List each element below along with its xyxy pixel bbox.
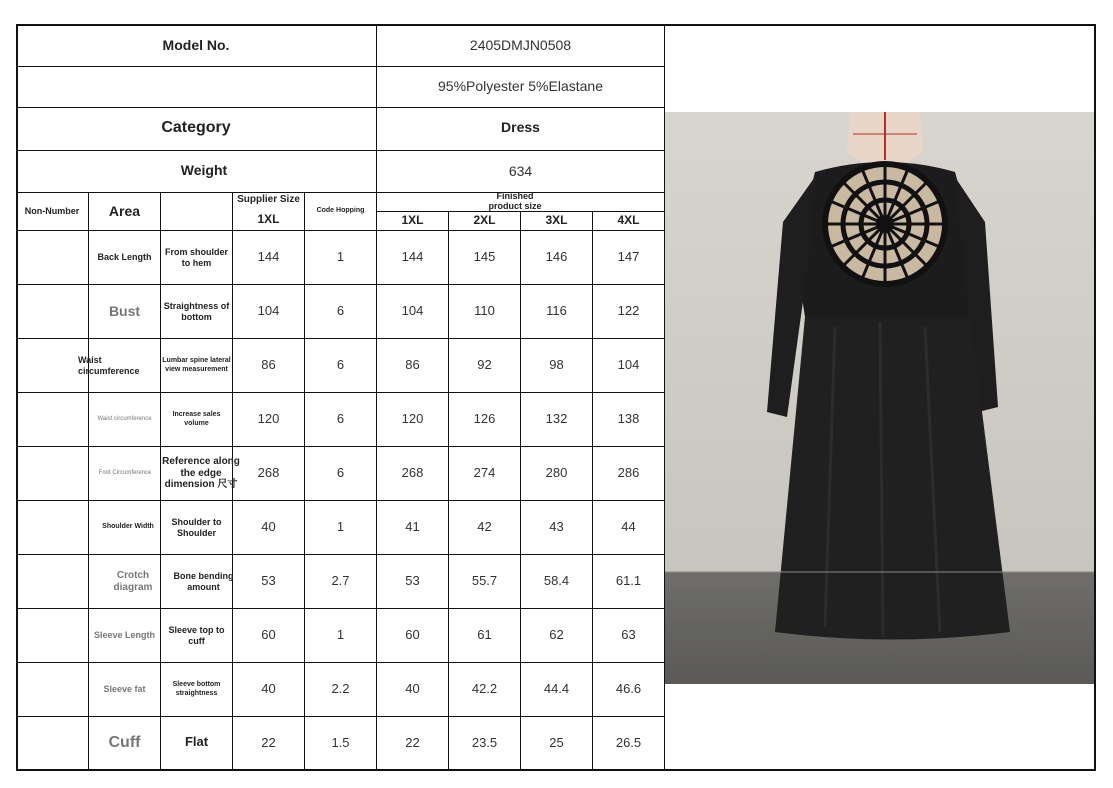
row-supplier: 22	[261, 735, 276, 751]
row-4xl: 286	[617, 465, 640, 481]
material-value: 95%Polyester 5%Elastane	[438, 78, 603, 95]
row-code: 1.5	[331, 735, 350, 751]
row-area: Waist circumference	[78, 355, 140, 376]
size-2xl: 2XL	[473, 213, 496, 228]
header-finished-size: Finished product size	[488, 190, 542, 211]
row-area: Back Length	[97, 252, 152, 263]
model-value: 2405DMJN0508	[469, 36, 572, 53]
row-2xl: 42.2	[471, 681, 498, 697]
weight-label: Weight	[180, 161, 228, 178]
row-2xl: 110	[474, 303, 495, 319]
row-supplier: 144	[257, 249, 280, 265]
row-1xl: 144	[401, 249, 424, 265]
row-area: Shoulder Width	[102, 523, 154, 531]
row-4xl: 122	[617, 303, 640, 319]
row-area: Sleeve Length	[93, 630, 156, 641]
row-desc: Lumbar spine lateral view measurement	[162, 357, 231, 373]
row-3xl: 146	[545, 249, 568, 265]
row-3xl: 132	[545, 411, 568, 427]
row-2xl: 126	[473, 411, 496, 427]
row-4xl: 138	[617, 411, 640, 427]
row-1xl: 60	[405, 627, 420, 643]
row-4xl: 26.5	[615, 735, 642, 751]
row-desc: Flat	[184, 733, 209, 749]
header-non-number: Non-Number	[24, 205, 80, 216]
row-code: 1	[336, 627, 345, 643]
row-4xl: 104	[617, 357, 640, 373]
category-label: Category	[161, 119, 231, 137]
row-supplier: 40	[261, 519, 276, 535]
row-code: 6	[336, 411, 345, 427]
row-3xl: 116	[546, 303, 567, 319]
header-supplier-size: Supplier Size	[237, 194, 300, 206]
row-desc: Straightness of bottom	[163, 301, 230, 322]
row-code: 2.2	[331, 681, 350, 697]
row-2xl: 61	[477, 627, 492, 643]
row-2xl: 55.7	[471, 573, 498, 589]
row-2xl: 42	[477, 519, 492, 535]
product-photo	[665, 112, 1094, 684]
row-supplier: 268	[257, 465, 280, 481]
row-desc: Sleeve top to cuff	[168, 625, 225, 646]
row-3xl: 25	[549, 735, 564, 751]
weight-value: 634	[508, 162, 533, 179]
size-3xl: 3XL	[545, 213, 568, 228]
row-1xl: 41	[405, 519, 420, 535]
material-label	[16, 66, 376, 107]
row-1xl: 53	[405, 573, 420, 589]
row-desc: Reference along the edge dimension 尺寸	[162, 456, 240, 491]
row-1xl: 120	[401, 411, 424, 427]
row-area: Cuff	[108, 734, 141, 752]
row-4xl: 147	[617, 249, 640, 265]
row-desc: Sleeve bottom straightness	[172, 681, 221, 697]
row-supplier: 104	[257, 303, 280, 319]
row-area: Crotch diagram	[113, 570, 153, 593]
row-4xl: 63	[621, 627, 636, 643]
row-3xl: 98	[549, 357, 564, 373]
row-area: Waist circumference	[97, 416, 152, 423]
row-4xl: 46.6	[615, 681, 642, 697]
header-code-hopping: Code Hopping	[316, 206, 365, 214]
row-code: 6	[336, 357, 345, 373]
category-value: Dress	[501, 118, 540, 135]
row-area: Foot Circumference	[98, 470, 152, 477]
row-code: 6	[336, 303, 345, 319]
row-code: 6	[336, 465, 345, 481]
row-3xl: 62	[549, 627, 564, 643]
row-supplier: 60	[261, 627, 276, 643]
row-desc: Shoulder to Shoulder	[171, 517, 222, 538]
row-desc: Increase sales volume	[172, 411, 221, 427]
row-1xl: 268	[401, 465, 424, 481]
row-1xl: 22	[405, 735, 420, 751]
row-4xl: 61.1	[615, 573, 642, 589]
header-area: Area	[108, 202, 141, 219]
row-supplier: 40	[261, 681, 276, 697]
row-area: Sleeve fat	[103, 684, 146, 695]
row-desc: Bone bending amount	[173, 571, 234, 592]
row-1xl: 104	[401, 303, 424, 319]
row-area: Bust	[108, 303, 141, 320]
row-2xl: 23.5	[471, 735, 498, 751]
row-2xl: 274	[473, 465, 496, 481]
model-label: Model No.	[162, 36, 230, 53]
row-supplier: 53	[261, 573, 276, 589]
row-supplier: 86	[261, 357, 276, 373]
row-3xl: 58.4	[543, 573, 570, 589]
row-code: 1	[336, 249, 345, 265]
header-supplier-sub: 1XL	[257, 212, 280, 227]
row-supplier: 120	[257, 411, 280, 427]
row-4xl: 44	[621, 519, 636, 535]
row-1xl: 40	[405, 681, 420, 697]
size-1xl: 1XL	[401, 213, 424, 228]
row-code: 2.7	[331, 573, 350, 589]
row-2xl: 92	[477, 357, 492, 373]
row-2xl: 145	[473, 249, 496, 265]
size-4xl: 4XL	[617, 213, 640, 228]
row-desc: From shoulder to hem	[164, 247, 228, 268]
row-1xl: 86	[405, 357, 420, 373]
row-3xl: 43	[549, 519, 564, 535]
row-code: 1	[336, 519, 345, 535]
row-3xl: 280	[545, 465, 568, 481]
row-3xl: 44.4	[543, 681, 570, 697]
